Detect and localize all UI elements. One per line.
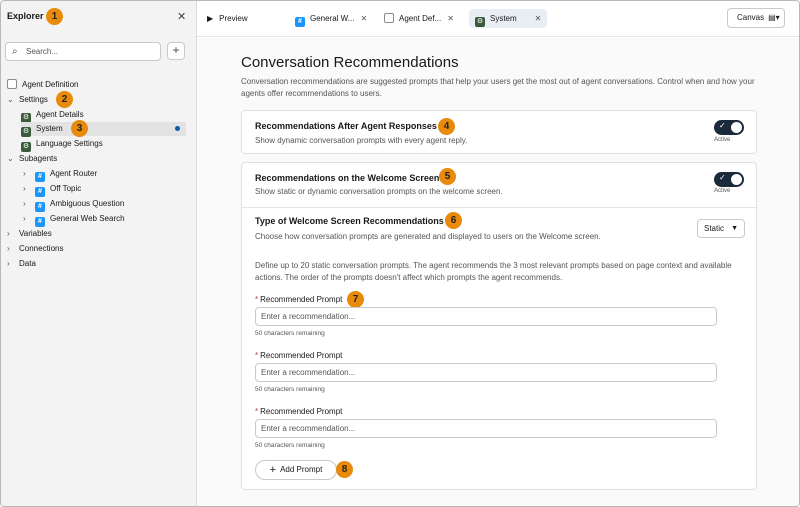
prompt-2-label: * Recommended Prompt xyxy=(255,351,343,360)
chevron-right-icon: › xyxy=(23,214,26,223)
tab-label: Agent Def... xyxy=(399,14,442,23)
tab-bar xyxy=(197,1,800,37)
page-title: Conversation Recommendations xyxy=(241,54,459,71)
welcome-screen-toggle[interactable] xyxy=(714,172,744,187)
tab-system[interactable] xyxy=(469,9,547,28)
toggle-status: Active xyxy=(714,188,731,194)
recommendations-welcome-screen-card xyxy=(241,162,757,490)
callout-badge-1: 1 xyxy=(46,8,63,25)
tab-preview[interactable] xyxy=(207,9,248,28)
tree-item-connections[interactable] xyxy=(7,242,187,256)
tree-item-label: Subagents xyxy=(19,154,58,163)
canvas-button[interactable] xyxy=(727,8,785,28)
after-responses-toggle[interactable] xyxy=(714,120,744,135)
recommendations-after-responses-card xyxy=(241,110,757,154)
tree-item-agent-router[interactable] xyxy=(23,167,187,181)
prompt-3-helper: 50 characters remaining xyxy=(255,442,325,449)
tree-item-label: Agent Router xyxy=(50,169,98,178)
explorer-sidebar xyxy=(1,1,197,507)
callout-badge-8: 8 xyxy=(336,461,353,478)
tree-item-data[interactable] xyxy=(7,257,187,271)
type-subtitle: Choose how conversation prompts are generated and displayed to users on the Welcome screen. xyxy=(255,232,601,241)
search-icon: ⌕ xyxy=(12,46,18,57)
chevron-down-icon: ⌄ xyxy=(7,154,14,163)
tree-item-variables[interactable] xyxy=(7,227,187,241)
chevron-down-icon: ⌄ xyxy=(7,95,14,104)
type-select[interactable] xyxy=(697,219,745,238)
callout-badge-3: 3 xyxy=(71,120,88,137)
prompt-1-input[interactable]: Enter a recommendation... xyxy=(255,307,717,326)
card-subtitle: Show dynamic conversation prompts with every agent reply. xyxy=(255,136,468,145)
page-description: Conversation recommendations are suggested prompts that help your users get the most out of agent conversations. Control when and how your agents offer recommendations to users. xyxy=(241,77,755,98)
main-content xyxy=(197,38,800,507)
check-icon: ✓ xyxy=(719,121,726,130)
tree-item-language-settings[interactable] xyxy=(21,137,187,151)
tab-label: Preview xyxy=(219,14,248,23)
canvas-chevron-icon: ▤▾ xyxy=(768,13,780,22)
callout-badge-4: 4 xyxy=(438,118,455,135)
tab-general-web-search[interactable] xyxy=(295,9,367,28)
hash-icon: # xyxy=(35,217,45,227)
hash-icon: # xyxy=(35,202,45,212)
tab-label: System xyxy=(490,14,517,23)
tree-item-label: Agent Definition xyxy=(22,80,79,89)
chevron-right-icon: › xyxy=(23,184,26,193)
type-select-value: Static xyxy=(704,224,725,233)
unsaved-dot xyxy=(175,126,180,131)
card-title: Recommendations on the Welcome Screen xyxy=(255,173,440,183)
close-tab-icon[interactable]: ✕ xyxy=(447,14,454,23)
hash-icon: # xyxy=(295,17,305,27)
tree-item-label: Connections xyxy=(19,244,64,253)
tree-item-label: Variables xyxy=(19,229,52,238)
search-placeholder: Search... xyxy=(26,47,59,56)
tree-item-general-web-search[interactable] xyxy=(23,212,187,226)
tree-item-label: Data xyxy=(19,259,36,268)
prompt-3-input[interactable]: Enter a recommendation... xyxy=(255,419,717,438)
tree-item-label: Settings xyxy=(19,95,48,104)
hash-icon: # xyxy=(35,187,45,197)
tree-item-settings[interactable] xyxy=(7,93,187,107)
divider xyxy=(242,207,756,208)
callout-badge-6: 6 xyxy=(445,212,462,229)
tree-item-agent-definition[interactable] xyxy=(7,78,187,92)
canvas-label: Canvas xyxy=(737,13,765,22)
tab-agent-definition[interactable] xyxy=(384,9,454,28)
search-input[interactable] xyxy=(5,42,161,61)
prompt-3-label: * Recommended Prompt xyxy=(255,407,343,416)
callout-badge-7: 7 xyxy=(347,291,364,308)
card-title: Recommendations After Agent Responses xyxy=(255,121,437,131)
define-prompts-text: Define up to 20 static conversation prompts. The agent recommends the 3 most relevant prompts based on page context and available actions. The order of the prompts doesn't affect which prompts the agent recommends. xyxy=(255,261,732,282)
toggle-status: Active xyxy=(714,137,731,143)
callout-badge-2: 2 xyxy=(56,91,73,108)
settings-icon: ⚙ xyxy=(22,128,30,135)
document-icon xyxy=(384,13,394,23)
tree-item-label: System xyxy=(36,124,63,133)
card-subtitle: Show static or dynamic conversation prompts on the welcome screen. xyxy=(255,187,503,196)
explorer-title: Explorer xyxy=(7,11,44,21)
close-icon[interactable]: ✕ xyxy=(177,11,187,23)
close-tab-icon[interactable]: ✕ xyxy=(360,14,368,23)
tree-item-agent-details[interactable] xyxy=(21,108,187,122)
settings-icon: ⚙ xyxy=(476,18,484,25)
tree-item-system[interactable] xyxy=(21,122,186,136)
add-button[interactable]: + xyxy=(167,42,185,60)
prompt-1-helper: 50 characters remaining xyxy=(255,330,325,337)
hash-icon: # xyxy=(35,172,45,182)
tree-item-off-topic[interactable] xyxy=(23,182,187,196)
caret-down-icon: ▼ xyxy=(731,225,738,232)
settings-icon: ⚙ xyxy=(22,114,30,121)
chevron-right-icon: › xyxy=(23,199,26,208)
chevron-right-icon: › xyxy=(7,244,10,253)
tree-item-subagents[interactable] xyxy=(7,152,187,166)
plus-icon: + xyxy=(269,464,277,476)
play-icon: ▶ xyxy=(207,14,214,23)
prompt-2-helper: 50 characters remaining xyxy=(255,386,325,393)
document-icon xyxy=(7,79,17,89)
close-tab-icon[interactable]: ✕ xyxy=(534,14,542,23)
tab-label: General W... xyxy=(310,14,355,23)
settings-icon: ⚙ xyxy=(22,143,30,150)
prompt-1-label: * Recommended Prompt xyxy=(255,295,343,304)
chevron-right-icon: › xyxy=(23,169,26,178)
tree-item-ambiguous-question[interactable] xyxy=(23,197,187,211)
tree-item-label: Off Topic xyxy=(50,184,82,193)
chevron-right-icon: › xyxy=(7,229,10,238)
add-prompt-label: Add Prompt xyxy=(280,465,323,474)
tree-item-label: Ambiguous Question xyxy=(50,199,125,208)
check-icon: ✓ xyxy=(719,173,726,182)
prompt-2-input[interactable]: Enter a recommendation... xyxy=(255,363,717,382)
add-prompt-button[interactable] xyxy=(255,460,337,480)
type-title: Type of Welcome Screen Recommendations xyxy=(255,216,444,226)
chevron-right-icon: › xyxy=(7,259,10,268)
callout-badge-5: 5 xyxy=(439,168,456,185)
tree-item-label: General Web Search xyxy=(50,214,125,223)
tree-item-label: Agent Details xyxy=(36,110,84,119)
tree-item-label: Language Settings xyxy=(36,139,103,148)
